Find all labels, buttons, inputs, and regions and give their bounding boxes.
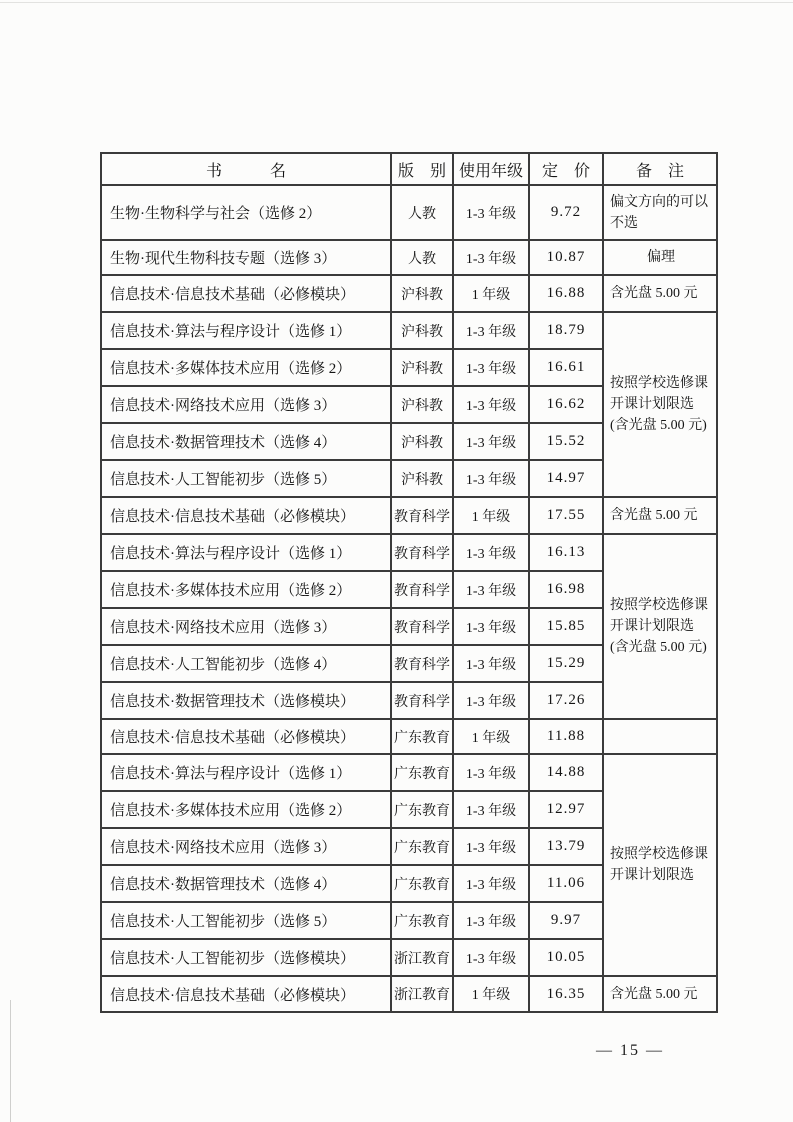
column-header-note: 备 注 (603, 153, 717, 185)
cell-price: 16.88 (529, 275, 603, 312)
cell-publisher: 广东教育 (391, 754, 453, 791)
cell-publisher: 沪科教 (391, 312, 453, 349)
cell-note: 偏文方向的可以不选 (603, 185, 717, 240)
column-header-grade: 使用年级 (453, 153, 529, 185)
scan-artifact-left-edge (10, 1000, 11, 1122)
scan-artifact-top-edge (0, 2, 793, 3)
cell-publisher: 教育科学 (391, 682, 453, 719)
cell-grade: 1-3 年级 (453, 754, 529, 791)
cell-book-name: 生物·现代生物科技专题（选修 3） (101, 240, 391, 275)
cell-note (603, 719, 717, 754)
cell-book-name: 信息技术·信息技术基础（必修模块） (101, 719, 391, 754)
cell-grade: 1-3 年级 (453, 423, 529, 460)
table-row (101, 719, 717, 754)
cell-grade: 1-3 年级 (453, 902, 529, 939)
table-row (101, 240, 717, 275)
cell-book-name: 信息技术·算法与程序设计（选修 1） (101, 534, 391, 571)
cell-price: 11.88 (529, 719, 603, 754)
cell-book-name: 信息技术·算法与程序设计（选修 1） (101, 754, 391, 791)
cell-publisher: 广东教育 (391, 791, 453, 828)
cell-grade: 1-3 年级 (453, 534, 529, 571)
cell-publisher: 广东教育 (391, 902, 453, 939)
cell-price: 16.62 (529, 386, 603, 423)
page-number: — 15 — (596, 1042, 664, 1059)
cell-price: 17.26 (529, 682, 603, 719)
cell-publisher: 人教 (391, 240, 453, 275)
cell-price: 10.05 (529, 939, 603, 976)
cell-grade: 1-3 年级 (453, 386, 529, 423)
cell-publisher: 沪科教 (391, 275, 453, 312)
cell-book-name: 生物·生物科学与社会（选修 2） (101, 185, 391, 240)
table-row (101, 275, 717, 312)
cell-book-name: 信息技术·多媒体技术应用（选修 2） (101, 349, 391, 386)
column-header-publisher: 版 别 (391, 153, 453, 185)
cell-grade: 1-3 年级 (453, 828, 529, 865)
cell-grade: 1 年级 (453, 497, 529, 534)
cell-price: 15.52 (529, 423, 603, 460)
cell-price: 16.61 (529, 349, 603, 386)
table-row (101, 497, 717, 534)
cell-book-name: 信息技术·算法与程序设计（选修 1） (101, 312, 391, 349)
cell-publisher: 沪科教 (391, 423, 453, 460)
cell-grade: 1 年级 (453, 719, 529, 754)
cell-price: 13.79 (529, 828, 603, 865)
cell-price: 9.97 (529, 902, 603, 939)
cell-book-name: 信息技术·人工智能初步（选修模块） (101, 939, 391, 976)
cell-grade: 1-3 年级 (453, 645, 529, 682)
cell-grade: 1 年级 (453, 275, 529, 312)
cell-note: 按照学校选修课开课计划限选(含光盘 5.00 元) (603, 312, 717, 497)
cell-price: 18.79 (529, 312, 603, 349)
cell-grade: 1-3 年级 (453, 571, 529, 608)
cell-book-name: 信息技术·网络技术应用（选修 3） (101, 608, 391, 645)
cell-price: 10.87 (529, 240, 603, 275)
cell-book-name: 信息技术·网络技术应用（选修 3） (101, 386, 391, 423)
cell-note: 按照学校选修课开课计划限选 (603, 754, 717, 976)
cell-price: 17.55 (529, 497, 603, 534)
cell-price: 16.13 (529, 534, 603, 571)
cell-price: 16.98 (529, 571, 603, 608)
cell-book-name: 信息技术·多媒体技术应用（选修 2） (101, 791, 391, 828)
cell-note: 偏理 (603, 240, 717, 275)
cell-book-name: 信息技术·数据管理技术（选修模块） (101, 682, 391, 719)
cell-book-name: 信息技术·多媒体技术应用（选修 2） (101, 571, 391, 608)
cell-note: 按照学校选修课开课计划限选(含光盘 5.00 元) (603, 534, 717, 719)
cell-book-name: 信息技术·人工智能初步（选修 4） (101, 645, 391, 682)
cell-book-name: 信息技术·人工智能初步（选修 5） (101, 902, 391, 939)
cell-grade: 1-3 年级 (453, 939, 529, 976)
table-row (101, 312, 717, 349)
cell-publisher: 沪科教 (391, 386, 453, 423)
cell-publisher: 人教 (391, 185, 453, 240)
cell-publisher: 教育科学 (391, 534, 453, 571)
cell-price: 15.29 (529, 645, 603, 682)
cell-grade: 1-3 年级 (453, 608, 529, 645)
cell-price: 9.72 (529, 185, 603, 240)
column-header-book-name: 书 名 (101, 153, 391, 185)
cell-book-name: 信息技术·信息技术基础（必修模块） (101, 275, 391, 312)
cell-publisher: 浙江教育 (391, 939, 453, 976)
cell-book-name: 信息技术·信息技术基础（必修模块） (101, 497, 391, 534)
cell-grade: 1 年级 (453, 976, 529, 1012)
table-body (101, 185, 717, 1012)
cell-publisher: 教育科学 (391, 571, 453, 608)
table-header-row (101, 153, 717, 185)
cell-grade: 1-3 年级 (453, 312, 529, 349)
table-row (101, 185, 717, 240)
cell-price: 16.35 (529, 976, 603, 1012)
cell-publisher: 教育科学 (391, 608, 453, 645)
cell-price: 11.06 (529, 865, 603, 902)
cell-note: 含光盘 5.00 元 (603, 497, 717, 534)
cell-publisher: 教育科学 (391, 645, 453, 682)
cell-note: 含光盘 5.00 元 (603, 976, 717, 1012)
cell-price: 12.97 (529, 791, 603, 828)
table-row (101, 534, 717, 571)
cell-grade: 1-3 年级 (453, 865, 529, 902)
cell-publisher: 广东教育 (391, 719, 453, 754)
cell-publisher: 沪科教 (391, 460, 453, 497)
cell-publisher: 广东教育 (391, 865, 453, 902)
cell-book-name: 信息技术·数据管理技术（选修 4） (101, 865, 391, 902)
cell-price: 14.88 (529, 754, 603, 791)
cell-book-name: 信息技术·网络技术应用（选修 3） (101, 828, 391, 865)
cell-note: 含光盘 5.00 元 (603, 275, 717, 312)
column-header-price: 定 价 (529, 153, 603, 185)
textbook-price-table (100, 152, 718, 1013)
cell-book-name: 信息技术·信息技术基础（必修模块） (101, 976, 391, 1012)
cell-grade: 1-3 年级 (453, 460, 529, 497)
cell-publisher: 广东教育 (391, 828, 453, 865)
cell-grade: 1-3 年级 (453, 791, 529, 828)
table-row (101, 754, 717, 791)
cell-publisher: 浙江教育 (391, 976, 453, 1012)
cell-grade: 1-3 年级 (453, 185, 529, 240)
cell-grade: 1-3 年级 (453, 682, 529, 719)
cell-book-name: 信息技术·人工智能初步（选修 5） (101, 460, 391, 497)
table-row (101, 976, 717, 1012)
cell-publisher: 教育科学 (391, 497, 453, 534)
cell-grade: 1-3 年级 (453, 240, 529, 275)
cell-price: 14.97 (529, 460, 603, 497)
cell-grade: 1-3 年级 (453, 349, 529, 386)
cell-publisher: 沪科教 (391, 349, 453, 386)
cell-price: 15.85 (529, 608, 603, 645)
cell-book-name: 信息技术·数据管理技术（选修 4） (101, 423, 391, 460)
